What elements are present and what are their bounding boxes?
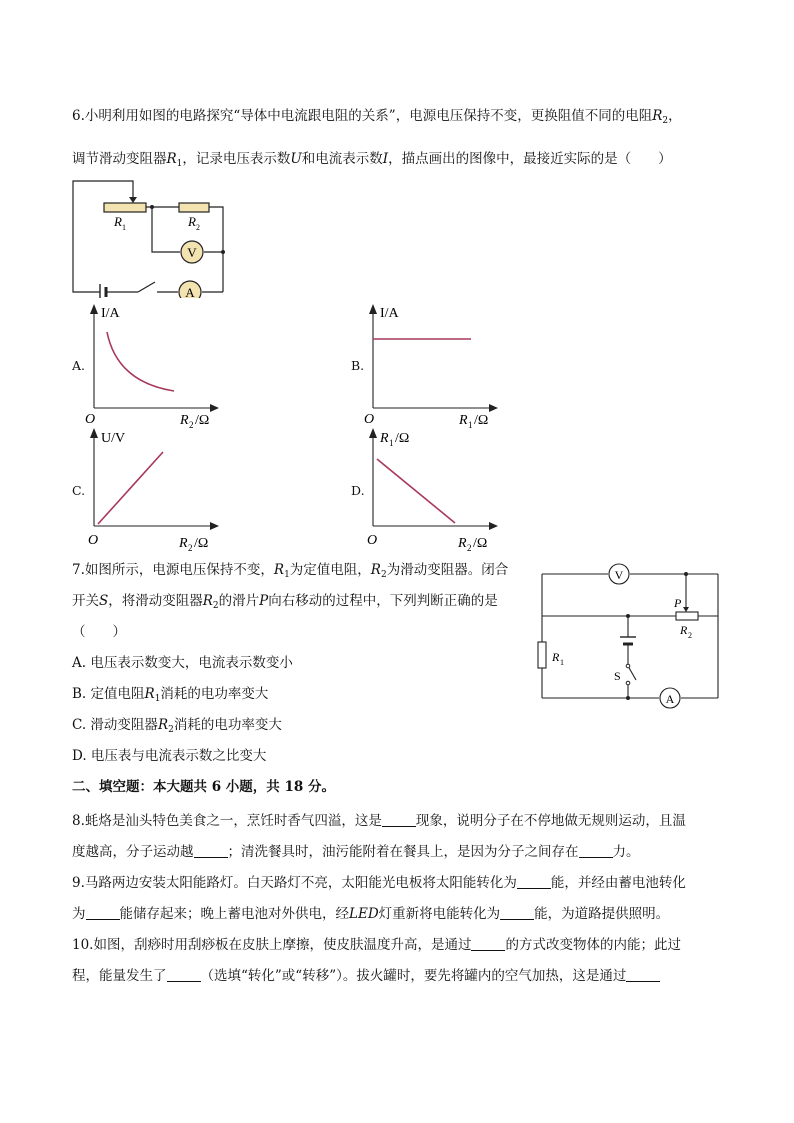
svg-text:U/V: U/V xyxy=(101,431,126,446)
q10-blank-3[interactable] xyxy=(626,967,660,982)
q7-r2-resistor xyxy=(676,612,698,620)
q9-line1: 9.马路两边安装太阳能路灯。白天路灯不亮，太阳能光电板将太阳能转化为 能，并经由蓄电池转化 xyxy=(72,875,686,891)
q8-line1: 8.蚝烙是汕头特色美食之一，烹饪时香气四溢，这是 现象，说明分子在不停地做无规则运动，且温 xyxy=(72,813,686,829)
svg-text:2: 2 xyxy=(467,543,472,553)
svg-text:I/A: I/A xyxy=(380,306,399,321)
q7-circuit-diagram xyxy=(536,562,726,712)
q8-blank-1[interactable] xyxy=(382,812,416,827)
svg-text:/Ω: /Ω xyxy=(194,536,209,551)
svg-text:O: O xyxy=(367,533,378,548)
svg-text:R: R xyxy=(114,214,122,229)
svg-text:V: V xyxy=(187,245,197,260)
svg-text:R: R xyxy=(680,623,688,637)
q6-option-c-graph xyxy=(85,426,225,554)
svg-text:/Ω: /Ω xyxy=(474,413,489,428)
svg-text:S: S xyxy=(614,669,621,683)
q7-choice-c: C. 滑动变阻器$R_2$消耗的电功率变大 xyxy=(72,717,282,735)
q6-option-d-label: D. xyxy=(351,483,365,498)
svg-text:O: O xyxy=(85,412,96,427)
svg-text:A: A xyxy=(185,285,195,298)
q7-choice-a: A. 电压表示数变大，电流表示数变小 xyxy=(72,655,293,671)
q7-r1-resistor xyxy=(538,642,546,668)
q10-line2: 程，能量发生了 （选填“转化”或“转移”）。拔火罐时，要先将罐内的空气加热，这是通过 xyxy=(72,966,660,986)
svg-text:R: R xyxy=(180,413,189,428)
q9-blank-1[interactable] xyxy=(517,874,551,889)
q6-line2: 调节滑动变阻器$R_1$，记录电压表示数U和电流表示数I，描点画出的图像中，最接近实际的是（ ） xyxy=(72,151,672,169)
svg-text:O: O xyxy=(364,412,375,427)
q8-blank-2[interactable] xyxy=(194,843,228,858)
svg-text:2: 2 xyxy=(688,631,692,640)
svg-text:R: R xyxy=(552,650,560,664)
q9-blank-3[interactable] xyxy=(500,905,534,920)
q6-option-a-curve xyxy=(107,332,174,391)
section2-heading: 二、填空题：本大题共 6 小题，共 18 分。 xyxy=(72,779,336,795)
q10-blank-1[interactable] xyxy=(471,936,505,951)
svg-text:R: R xyxy=(458,536,467,551)
svg-text:/Ω: /Ω xyxy=(395,431,410,446)
svg-text:2: 2 xyxy=(189,420,194,428)
q9-line2: 为 能储存起来；晚上蓄电池对外供电，经LED灯重新将电能转化为 能，为道路提供照明。 xyxy=(72,906,670,922)
svg-text:1: 1 xyxy=(389,438,394,448)
q6-r1-resistor xyxy=(104,203,146,212)
q10-blank-2[interactable] xyxy=(167,967,201,982)
q6-line1: 6.小明利用如图的电路探究“导体中电流跟电阻的关系”，电源电压保持不变，更换阻值不同的电阻$R_2$， xyxy=(72,108,682,126)
svg-text:R: R xyxy=(179,536,188,551)
q6-option-d-line xyxy=(377,459,455,523)
q9-blank-2[interactable] xyxy=(86,905,120,920)
q7-choice-b: B. 定值电阻$R_1$消耗的电功率变大 xyxy=(72,686,269,704)
svg-text:A: A xyxy=(665,692,675,706)
svg-text:R: R xyxy=(459,413,468,428)
svg-text:I/A: I/A xyxy=(101,306,120,321)
q7-line3: （ ） xyxy=(72,624,126,640)
svg-text:/Ω: /Ω xyxy=(195,413,210,428)
q6-circuit-diagram xyxy=(60,176,240,298)
svg-text:/Ω: /Ω xyxy=(473,536,488,551)
q8-line2: 度越高，分子运动越 ；清洗餐具时，油污能附着在餐具上，是因为分子之间存在 力。 xyxy=(72,844,640,860)
svg-text:2: 2 xyxy=(188,543,193,553)
q6-r2-resistor xyxy=(179,203,209,212)
svg-text:P: P xyxy=(674,596,682,610)
q7-line2: 开关S，将滑动变阻器$R_2$的滑片P向右移动的过程中，下列判断正确的是 xyxy=(72,593,498,611)
q6-option-a-label: A. xyxy=(72,358,86,373)
svg-text:2: 2 xyxy=(196,223,200,232)
q7-choice-d: D. 电压表与电流表示数之比变大 xyxy=(72,748,267,764)
q6-option-b-label: B. xyxy=(351,358,365,373)
svg-text:1: 1 xyxy=(468,420,473,428)
q6-option-c-line xyxy=(98,452,163,524)
q6-option-d-graph xyxy=(364,426,504,554)
q6-option-c-label: C. xyxy=(72,483,86,498)
svg-text:1: 1 xyxy=(122,223,126,232)
q6-option-a-graph xyxy=(85,300,225,428)
q10-line1: 10.如图，刮痧时用刮痧板在皮肤上摩擦，使皮肤温度升高，是通过 的方式改变物体的内能；此过 xyxy=(72,937,681,953)
svg-text:R: R xyxy=(188,214,196,229)
svg-text:V: V xyxy=(614,568,624,582)
svg-text:O: O xyxy=(88,533,99,548)
q6-option-b-graph xyxy=(364,300,504,428)
svg-text:R: R xyxy=(380,431,389,446)
svg-text:1: 1 xyxy=(560,658,564,667)
q7-line1: 7.如图所示，电源电压保持不变，$R_1$为定值电阻，$R_2$为滑动变阻器。闭合 xyxy=(72,562,509,580)
q8-blank-3[interactable] xyxy=(579,843,613,858)
